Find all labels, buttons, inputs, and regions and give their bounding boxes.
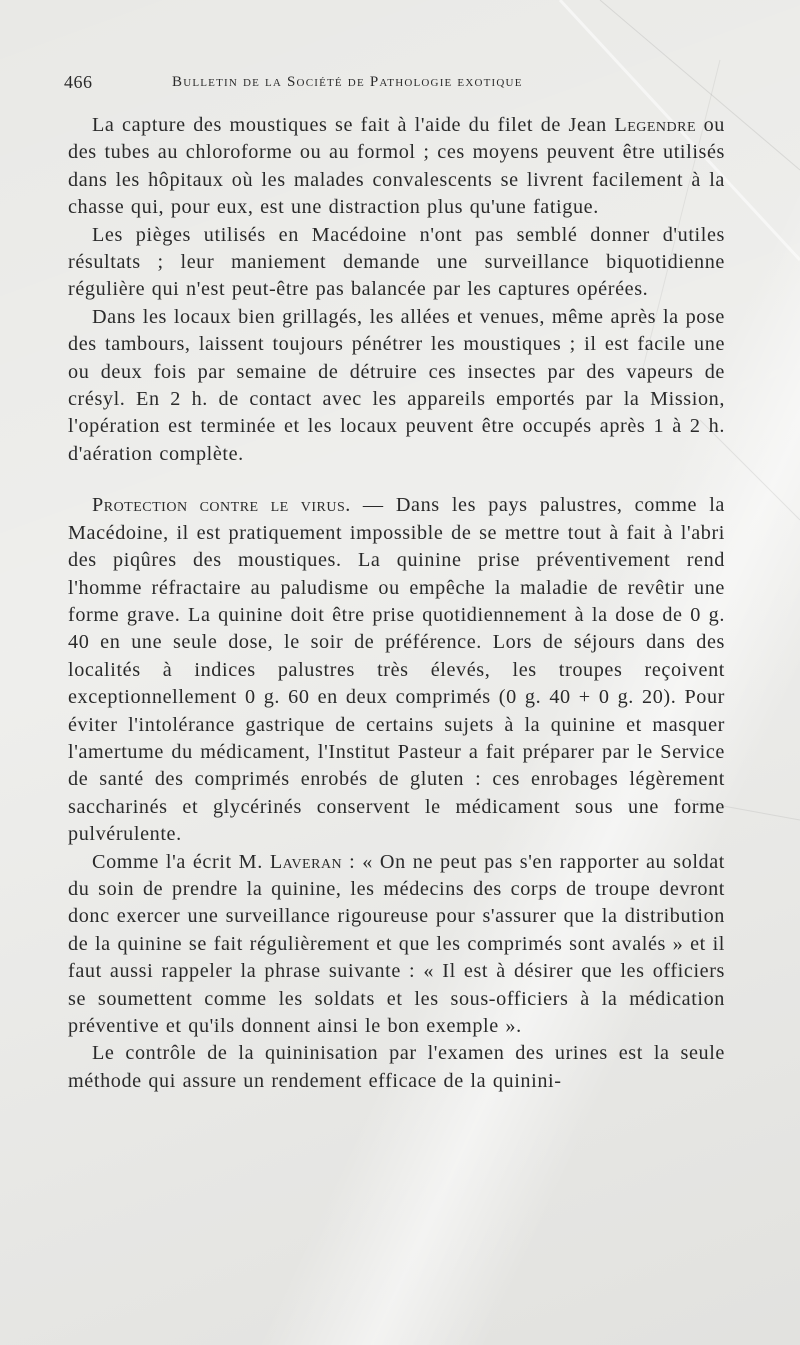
smallcaps-text: Legendre [614,114,697,136]
page-number: 466 [64,72,93,92]
smallcaps-text: Protection contre le virus. [92,494,351,517]
paragraph [68,849,725,1041]
section-gap [68,468,725,492]
paragraph-text: Les pièges utilisés en Macédoine n'ont pas semblé donner d'utiles résultats ; leur maniement demande une surveillance biquotidienne régulière qui n'est peut-être pas balancée par les captures opérées. [68,223,725,301]
paragraph-text: ou des tubes au chloroforme ou au formol ; ces moyens peuvent être utilisés dans les hôpitaux où les malades convalescents se livrent facilement à la chasse qui, pour eux, est une distraction plus qu'une fatigue. [68,114,725,219]
paragraph-text: : « On ne peut pas s'en rapporter au soldat du soin de prendre la quinine, les médecins des corps de troupe devront donc exercer une surveillance rigoureuse pour s'assurer que la distribution de la quinine se fait régulièrement et que les comprimés sont avalés » et il faut aussi rappeler la phrase suivante : « Il est à désirer que les officiers se soumettent comme les soldats et les sous-officiers à la médication préventive et qu'ils donnent ainsi le bon exemple ». [68,850,726,1037]
paragraph-text: Dans les locaux bien grillagés, les allées et venues, même après la pose des tambours, laissent toujours pénétrer les moustiques ; il est facile une ou deux fois par semaine de détruire ces insectes par des vapeurs de crésyl. En 2 h. de contact avec les appareils emportés par la Mission, l'opération est terminée et les locaux peuvent être occupés après 1 à 2 h. d'aération complète. [68,305,725,465]
paragraph-text: La capture des moustiques se fait à l'aide du filet de Jean [92,114,615,136]
paragraph [68,1040,725,1095]
paragraph-text: — Dans les pays palustres, comme la Macédoine, il est pratiquement impossible de se mettre tout à fait à l'abri des piqûres des moustiques. La quinine prise préventivement rend l'homme réfractaire au paludisme ou empêche la maladie de revêtir une forme grave. La quinine doit être prise quotidiennement à la dose de 0 g. 40 en une seule dose, le soir de préférence. Lors de séjours dans des localités à indices palustres très élevés, les troupes reçoivent exceptionnellement 0 g. 60 en deux comprimés (0 g. 40 + 0 g. 20). Pour éviter l'intolérance gastrique de certains sujets à la quinine et masquer l'amertume du médicament, l'Institut Pasteur a fait préparer par le Service de santé des comprimés enrobés de gluten : ces enrobages légèrement saccharinés et glycérinés conservent le médicament sous une forme pulvérulente. [68,494,725,846]
paragraph [68,112,725,222]
paragraph [68,492,725,848]
page-header [64,72,724,102]
paragraph-text: Comme l'a écrit M. [92,850,270,873]
smallcaps-text: Laveran [269,850,343,873]
running-title: Bulletin de la Société de Pathologie exotique [172,74,523,90]
paragraph-text: Le contrôle de la quininisation par l'examen des urines est la seule méthode qui assure un rendement efficace de la quinini- [68,1042,725,1092]
paragraph [68,304,725,468]
paragraph [68,222,725,304]
body-text [68,112,725,1095]
